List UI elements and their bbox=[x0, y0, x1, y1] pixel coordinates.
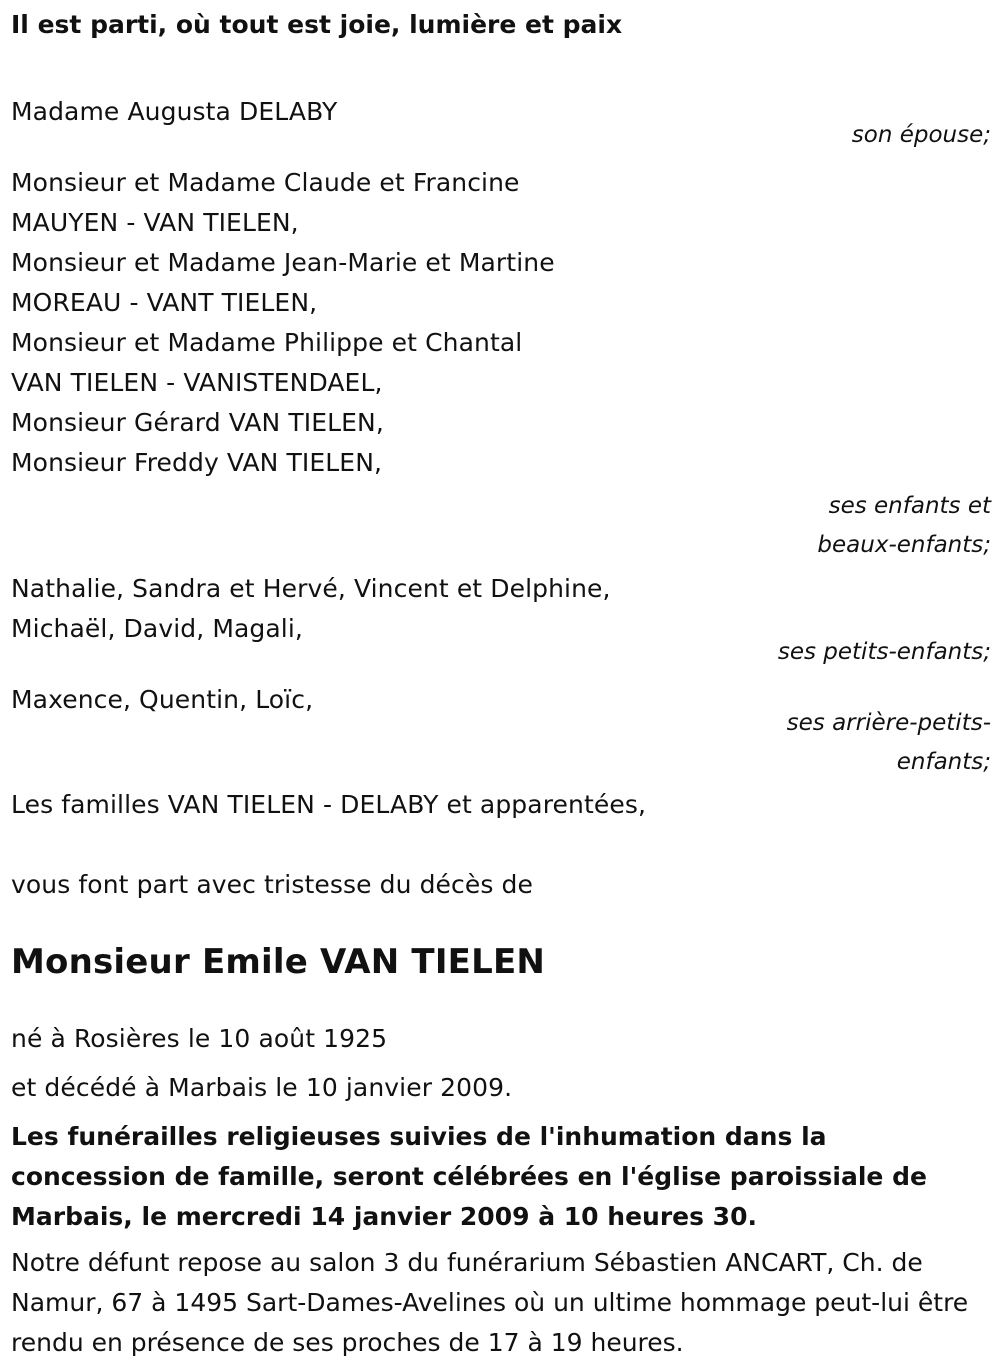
child-line: Monsieur et Madame Jean-Marie et Martine bbox=[11, 248, 555, 277]
child-line: Monsieur et Madame Philippe et Chantal bbox=[11, 328, 523, 357]
grandchildren-role: ses petits-enfants; bbox=[777, 639, 991, 665]
great-grandchild-line: Maxence, Quentin, Loïc, bbox=[11, 685, 314, 714]
great-grandchildren-role-line: ses arrière-petits- bbox=[786, 710, 991, 736]
spouse-section bbox=[11, 92, 991, 155]
notice-heading: Il est parti, où tout est joie, lumière et paix bbox=[11, 10, 623, 39]
child-line: MAUYEN - VAN TIELEN, bbox=[11, 208, 299, 237]
death-line: et décédé à Marbais le 10 janvier 2009. bbox=[11, 1073, 513, 1102]
child-line: Monsieur et Madame Claude et Francine bbox=[11, 168, 520, 197]
children-role-line: ses enfants et bbox=[828, 493, 991, 519]
child-line: VAN TIELEN - VANISTENDAEL, bbox=[11, 368, 383, 397]
deceased-name: Monsieur Emile VAN TIELEN bbox=[11, 942, 546, 982]
grandchildren-section bbox=[11, 569, 991, 672]
birth-line: né à Rosières le 10 août 1925 bbox=[11, 1024, 388, 1053]
spouse-name: Madame Augusta DELABY bbox=[11, 97, 338, 126]
great-grandchildren-section bbox=[11, 680, 991, 782]
grandchild-line: Nathalie, Sandra et Hervé, Vincent et Delphine, bbox=[11, 574, 611, 603]
children-role-line: beaux-enfants; bbox=[817, 532, 991, 558]
children-role bbox=[11, 487, 991, 565]
child-line: Monsieur Freddy VAN TIELEN, bbox=[11, 448, 383, 477]
children-section bbox=[11, 163, 991, 565]
child-line: MOREAU - VANT TIELEN, bbox=[11, 288, 318, 317]
grandchild-line: Michaël, David, Magali, bbox=[11, 614, 303, 643]
viewing-details: Notre défunt repose au salon 3 du funérarium Sébastien ANCART, Ch. de Namur, 67 à 1495 Sart-Dames-Avelines où un ultime hommage peut-lui être rendu en présence de ses proches de 17 à 19 heures. bbox=[11, 1248, 969, 1357]
spouse-role: son épouse; bbox=[851, 122, 991, 148]
child-line: Monsieur Gérard VAN TIELEN, bbox=[11, 408, 384, 437]
funeral-details: Les funérailles religieuses suivies de l'inhumation dans la concession de famille, seront célébrées en l'église paroissiale de Marbais, le mercredi 14 janvier 2009 à 10 heures 30. bbox=[11, 1122, 927, 1231]
great-grandchildren-role-line: enfants; bbox=[896, 749, 991, 775]
families-line: Les familles VAN TIELEN - DELABY et apparentées, bbox=[11, 790, 646, 819]
announcement-line: vous font part avec tristesse du décès de bbox=[11, 870, 533, 899]
obituary-notice bbox=[11, 0, 991, 1363]
